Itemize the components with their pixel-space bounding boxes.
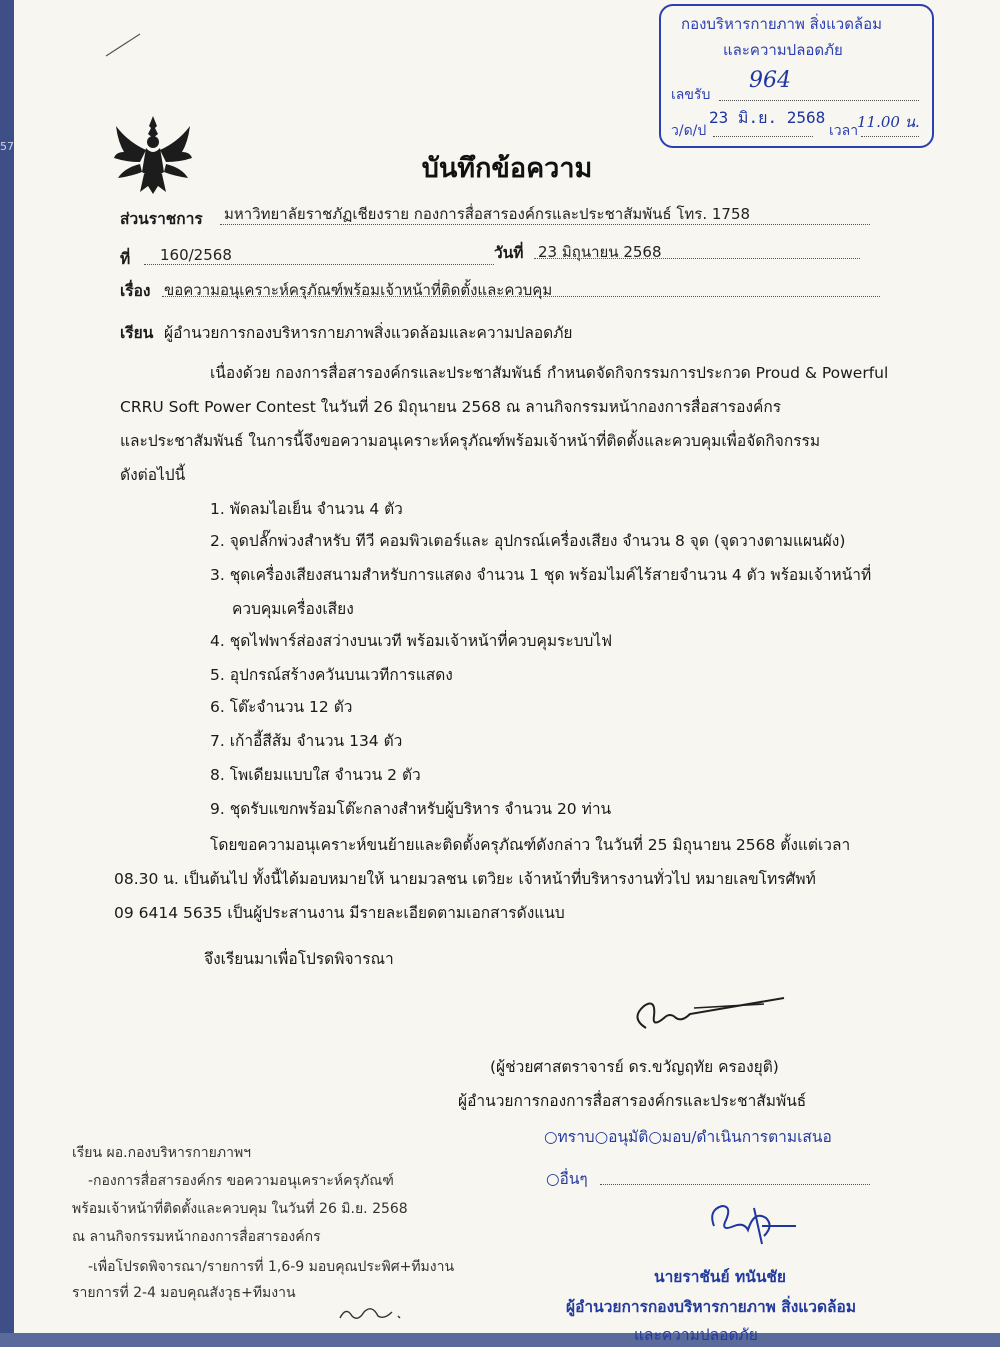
subject-value: ขอความอนุเคราะห์ครุภัณฑ์พร้อมเจ้าหน้าที่ติดตั้งและควบคุม bbox=[164, 281, 553, 299]
list-item: 3. ชุดเครื่องเสียงสนามสำหรับการแสดง จำนวน 1 ชุด พร้อมไมค์ไร้สายจำนวน 4 ตัว พร้อมเจ้าหน้าที่ bbox=[210, 566, 872, 584]
stamp-time: 11.00 น. bbox=[857, 113, 920, 131]
stamp-date-label: ว/ด/ป bbox=[671, 123, 707, 139]
stamp-time-label: เวลา bbox=[829, 123, 859, 139]
list-item: 5. อุปกรณ์สร้างควันบนเวทีการแสดง bbox=[210, 666, 453, 684]
body-p1-line2: CRRU Soft Power Contest ในวันที่ 26 มิถุนายน 2568 ณ ลานกิจกรรมหน้ากองการสื่อสารองค์กร bbox=[120, 398, 782, 416]
list-item: 7. เก้าอี้สีส้ม จำนวน 134 ตัว bbox=[210, 732, 403, 750]
receiving-stamp bbox=[659, 4, 934, 148]
date-label: วันที่ bbox=[494, 244, 524, 262]
approval-other: ○อื่นๆ bbox=[546, 1170, 588, 1188]
list-item: 8. โพเดียมแบบใส จำนวน 2 ตัว bbox=[210, 766, 421, 784]
stamp-receive-label: เลขรับ bbox=[671, 87, 711, 103]
note-line1: เรียน ผอ.กองบริหารกายภาพฯ bbox=[72, 1145, 252, 1161]
agency-value: มหาวิทยาลัยราชภัฏเชียงราย กองการสื่อสารองค์กรและประชาสัมพันธ์ โทร. 1758 bbox=[224, 205, 751, 223]
list-item: 6. โต๊ะจำนวน 12 ตัว bbox=[210, 698, 353, 716]
pen-mark bbox=[104, 30, 144, 60]
memo-title: บันทึกข้อความ bbox=[421, 153, 593, 184]
date-value: 23 มิถุนายน 2568 bbox=[538, 243, 662, 261]
note-line6: รายการที่ 2-4 มอบคุณสังวุธ+ทีมงาน bbox=[72, 1285, 296, 1301]
body-p2-line2: 08.30 น. เป็นต้นไป ทั้งนี้ได้มอบหมายให้ นายมวลชน เตวิยะ เจ้าหน้าที่บริหารงานทั่วไป หมายเลขโทรศัพท์ bbox=[114, 870, 816, 888]
list-item: 4. ชุดไฟพาร์ส่องสว่างบนเวที พร้อมเจ้าหน้าที่ควบคุมระบบไฟ bbox=[210, 632, 613, 650]
scanner-edge bbox=[0, 0, 14, 1333]
note-line5: -เพื่อโปรดพิจารณา/รายการที่ 1,6-9 มอบคุณประพิศ+ทีมงาน bbox=[88, 1259, 455, 1275]
to-label: เรียน bbox=[120, 324, 154, 342]
approver-name: นายราชันย์ ทนันชัย bbox=[654, 1268, 787, 1286]
subject-label: เรื่อง bbox=[120, 282, 151, 300]
to-value: ผู้อำนวยการกองบริหารกายภาพสิ่งแวดล้อมและความปลอดภัย bbox=[164, 324, 573, 342]
ref-value: 160/2568 bbox=[160, 246, 232, 264]
body-p2-line3: 09 6414 5635 เป็นผู้ประสานงาน มีรายละเอียดตามเอกสารดังแนบ bbox=[114, 904, 565, 922]
note-line4: ณ ลานกิจกรรมหน้ากองการสื่อสารองค์กร bbox=[72, 1229, 321, 1245]
body-p1-line3: และประชาสัมพันธ์ ในการนี้จึงขอความอนุเคราะห์ครุภัณฑ์พร้อมเจ้าหน้าที่ติดตั้งและควบคุมเพื่อจัดกิจกรรม bbox=[120, 432, 821, 450]
approver-position-cont: และความปลอดภัย bbox=[634, 1326, 758, 1344]
list-item: 2. จุดปลั๊กพ่วงสำหรับ ทีวี คอมพิวเตอร์และ อุปกรณ์เครื่องเสียง จำนวน 8 จุด (จุดวางตามแผนผัง) bbox=[210, 532, 846, 550]
note-line3: พร้อมเจ้าหน้าที่ติดตั้งและควบคุม ในวันที่ 26 มิ.ย. 2568 bbox=[72, 1201, 408, 1217]
handwritten-signature bbox=[624, 988, 794, 1038]
ref-label: ที่ bbox=[120, 250, 131, 268]
approver-position: ผู้อำนวยการกองบริหารกายภาพ สิ่งแวดล้อม bbox=[566, 1298, 857, 1316]
stamp-line1: กองบริหารกายภาพ สิ่งแวดล้อม bbox=[681, 15, 883, 33]
stamp-line2: และความปลอดภัย bbox=[723, 41, 843, 59]
approver-signature bbox=[704, 1196, 804, 1252]
note-line2: -กองการสื่อสารองค์กร ขอความอนุเคราะห์ครุภัณฑ์ bbox=[88, 1173, 394, 1189]
memo-page bbox=[14, 0, 1000, 1344]
list-item: 1. พัดลมไอเย็น จำนวน 4 ตัว bbox=[210, 500, 403, 518]
stamp-receive-no: 964 bbox=[749, 68, 791, 93]
note-initials bbox=[334, 1300, 414, 1326]
agency-label: ส่วนราชการ bbox=[120, 210, 203, 228]
list-item-continued: ควบคุมเครื่องเสียง bbox=[232, 600, 354, 618]
signer-name: (ผู้ช่วยศาสตราจารย์ ดร.ขวัญฤทัย ครองยุติ) bbox=[490, 1058, 779, 1076]
body-p1-line4: ดังต่อไปนี้ bbox=[120, 466, 186, 484]
signer-position: ผู้อำนวยการกองการสื่อสารองค์กรและประชาสัมพันธ์ bbox=[458, 1092, 807, 1110]
edge-number: 57 bbox=[0, 140, 14, 153]
stamp-date: 23 มิ.ย. 2568 bbox=[709, 108, 826, 127]
approval-options: ○ทราบ○อนุมัติ○มอบ/ดำเนินการตามเสนอ bbox=[544, 1128, 832, 1146]
list-item: 9. ชุดรับแขกพร้อมโต๊ะกลางสำหรับผู้บริหาร จำนวน 20 ท่าน bbox=[210, 800, 612, 818]
closing-text: จึงเรียนมาเพื่อโปรดพิจารณา bbox=[204, 950, 394, 968]
body-p2-line1: โดยขอความอนุเคราะห์ขนย้ายและติดตั้งครุภัณฑ์ดังกล่าว ในวันที่ 25 มิถุนายน 2568 ตั้งแต่เวลา bbox=[210, 836, 851, 854]
body-p1-line1: เนื่องด้วย กองการสื่อสารองค์กรและประชาสัมพันธ์ กำหนดจัดกิจกรรมการประกวด Proud & Powerful bbox=[210, 364, 889, 382]
